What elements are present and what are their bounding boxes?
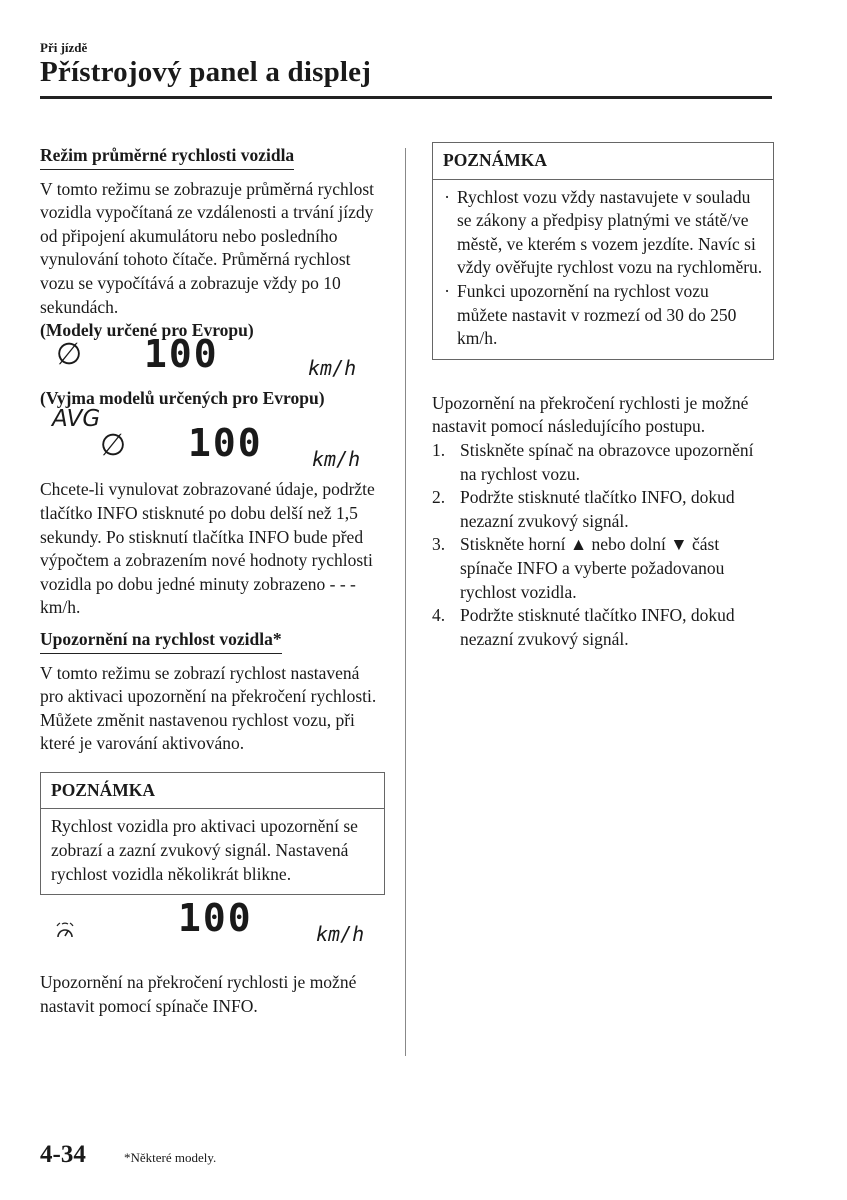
- step-text: Podržte stisknuté tlačítko INFO, dokud nezazní zvukový signál.: [460, 605, 735, 649]
- warning-display: [40, 896, 385, 971]
- reset-text: Chcete-li vynulovat zobrazované údaje, podržte tlačítko INFO stisknuté po dobu delší než 1,5 sekundy. Po stisknutí tlačítka INFO bude před výpočtem a zobrazením nové hodnoty rychlosti vozidla po dobu jedné minuty zobrazeno - - - km/h.: [40, 479, 375, 618]
- note-box: [432, 142, 774, 360]
- column-divider: [405, 148, 406, 1056]
- page-number: 4-34: [40, 1141, 86, 1168]
- procedure-step: [432, 486, 774, 533]
- speed-warning-heading: Upozornění na rychlost vozidla*: [40, 628, 282, 654]
- closing-text: Upozornění na překročení rychlosti je možné nastavit pomocí spínače INFO.: [40, 972, 357, 1016]
- procedure-step: [432, 439, 774, 486]
- step-text: Podržte stisknuté tlačítko INFO, dokud nezazní zvukový signál.: [460, 487, 735, 531]
- eu-models-label: (Modely určené pro Evropu): [40, 320, 254, 341]
- procedure-step: [432, 604, 774, 651]
- note-bullet-text: Rychlost vozu vždy nastavujete v souladu se zákony a předpisy platnými ve státě/ve městě, ve kterém s vozem jezdíte. Navíc si vždy ověřujte rychlost vozu na rychloměru.: [457, 186, 763, 278]
- left-column: [40, 144, 385, 1018]
- avg-display-value: 100: [188, 421, 263, 466]
- avg-speed-text: V tomto režimu se zobrazuje průměrná rychlost vozidla vypočítaná ze vzdálenosti a trvání jízdy od připojení akumulátoru nebo posledního vynulování tohoto čítače. Průměrná rychlost vozu se vypočítává a zobrazuje vždy po 10 sekundách.: [40, 178, 375, 317]
- step-number: 1.: [432, 439, 446, 460]
- speed-warning-text: V tomto režimu se zobrazí rychlost nastavená pro aktivaci upozornění na překročení rychlosti. Můžete změnit nastavenou rychlost vozu, při které je varování aktivováno.: [40, 662, 377, 754]
- procedure-step: [432, 533, 774, 604]
- avg-display-eu: [40, 331, 385, 387]
- footnote: *Některé modely.: [124, 1150, 217, 1165]
- speed-alarm-icon: [54, 921, 76, 950]
- step-number: 4.: [432, 605, 446, 626]
- note-title: POZNÁMKA: [41, 773, 384, 810]
- step-number: 3.: [432, 534, 446, 555]
- step-number: 2.: [432, 487, 446, 508]
- avg-speed-heading: Režim průměrné rychlosti vozidla: [40, 144, 294, 170]
- note-box: [40, 772, 385, 895]
- step-text: Stiskněte horní ▲ nebo dolní ▼ část spínače INFO a vyberte požadovanou rychlost vozidla.: [460, 534, 725, 602]
- bullet-marker: ·: [444, 280, 450, 301]
- note-bullet: [437, 280, 763, 351]
- average-symbol-icon: ∅: [100, 428, 127, 464]
- average-symbol-icon: ∅: [56, 336, 83, 372]
- avg-display-value: 100: [144, 331, 219, 376]
- note-body: [433, 180, 773, 359]
- avg-display-unit: km/h: [308, 355, 357, 380]
- page-title: Přístrojový panel a displej: [40, 56, 372, 88]
- avg-display-non-eu: [40, 406, 385, 478]
- warning-display-value: 100: [178, 896, 253, 941]
- step-text: Stiskněte spínač na obrazovce upozornění na rychlost vozu.: [460, 439, 754, 484]
- warning-display-unit: km/h: [316, 922, 365, 947]
- procedure-intro: Upozornění na překročení rychlosti je možné nastavit pomocí následujícího postupu.: [432, 392, 749, 437]
- note-bullet: [437, 186, 763, 280]
- right-column: [432, 142, 774, 651]
- non-eu-models-label: (Vyjma modelů určených pro Evropu): [40, 387, 325, 408]
- note-body: Rychlost vozidla pro aktivaci upozornění se zobrazí a zazní zvukový signál. Nastavená rychlost vozidla několikrát blikne.: [51, 816, 358, 884]
- avg-display-unit: km/h: [312, 447, 361, 472]
- title-rule: [40, 96, 772, 99]
- bullet-marker: ·: [444, 186, 450, 207]
- avg-label: AVG: [52, 406, 101, 433]
- section-label: Při jízdě: [40, 40, 88, 55]
- note-title: POZNÁMKA: [433, 143, 773, 180]
- note-bullet-text: Funkci upozornění na rychlost vozu můžete nastavit v rozmezí od 30 do 250 km/h.: [457, 280, 737, 349]
